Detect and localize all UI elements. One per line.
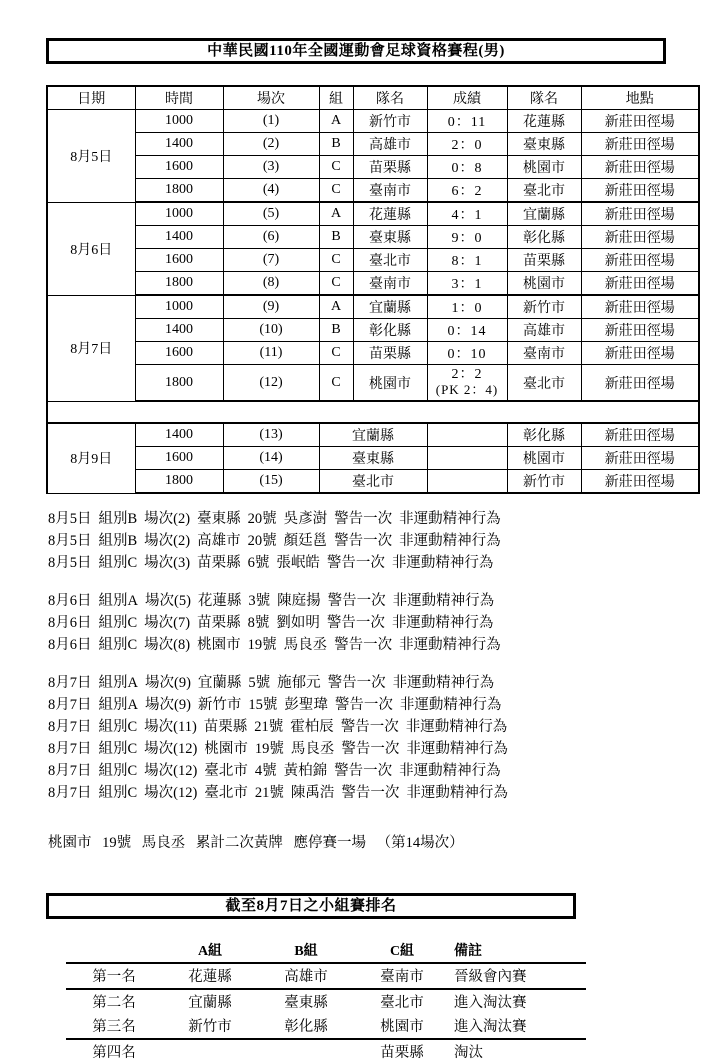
schedule-row [47,272,699,296]
schedule-team2-cell: 新竹市 [507,295,581,319]
schedule-score-cell: 0：8 [427,156,507,179]
schedule-team2-cell: 高雄市 [507,319,581,342]
note-player-number: 15號 [248,697,278,713]
standings-group-c-cell: 桃園市 [354,1014,450,1039]
note-player-name: 顏廷邕 [283,533,328,549]
standings-row [66,1039,586,1064]
note-date: 8月7日 [48,785,92,801]
note-group-label: 組別C [98,741,138,757]
note-player-name: 陳庭揚 [277,593,321,609]
schedule-venue-cell: 新莊田徑場 [581,447,699,470]
standings-rank-cell: 第三名 [66,1014,162,1039]
note-match-no: 場次(12) [144,785,198,801]
schedule-score-cell: 1：0 [427,295,507,319]
header-match-no: 場次 [223,86,319,110]
note-player-name: 劉如明 [276,615,320,631]
note-player-name: 霍柏辰 [290,719,334,735]
discipline-note-line [48,508,668,530]
standings-group-b-cell [258,1039,354,1064]
standings-remark-cell: 淘汰 [454,1045,483,1061]
schedule-venue-cell: 新莊田徑場 [581,110,699,133]
schedule-team2-cell: 彰化縣 [507,226,581,249]
note-player-number: 5號 [248,675,271,691]
note-team: 桃園市 [204,741,248,757]
standings-table [66,938,586,1064]
schedule-time-cell: 1600 [135,249,223,272]
schedule-date-cell: 8月9日 [47,423,135,493]
standings-group-c-cell: 臺南市 [354,963,450,989]
note-match-no: 場次(12) [144,763,198,779]
schedule-match-no-cell: (6) [223,226,319,249]
note-sanction: 警告一次 [326,615,385,631]
note-player-name: 黃柏錦 [283,763,328,779]
note-date: 8月7日 [48,675,92,691]
schedule-match-no-cell: (3) [223,156,319,179]
header-time: 時間 [135,86,223,110]
note-team: 花蓮縣 [197,593,242,609]
discipline-note-line [48,760,668,782]
schedule-team1-cell: 新竹市 [353,110,427,133]
standings-group-c-cell: 臺北市 [380,995,424,1011]
schedule-date-cell: 8月7日 [47,295,135,401]
schedule-match-no-cell: (5) [223,202,319,226]
discipline-note-line [48,672,668,694]
note-match-no: 場次(3) [144,555,191,571]
note-player-number: 6號 [247,555,270,571]
schedule-venue-cell: 新莊田徑場 [581,202,699,226]
note-sanction: 警告一次 [334,697,393,713]
schedule-score-penalty: (PK 2：4) [435,382,499,398]
schedule-group-cell: C [319,342,353,365]
note-match-no: 場次(7) [144,615,191,631]
schedule-match-no-cell: (10) [223,319,319,342]
schedule-row [47,295,699,319]
discipline-note-line [48,634,668,656]
discipline-note-group [48,672,668,804]
schedule-score-cell [427,423,507,447]
standings-remark-cell: 晉級會內賽 [450,963,586,989]
schedule-venue-cell: 新莊田徑場 [581,470,699,494]
suspension-detail: 累計二次黃牌 [195,835,283,851]
note-group-label: 組別A [98,593,138,609]
note-group-label: 組別C [98,719,138,735]
discipline-note-line [48,590,668,612]
standings-group-a-cell: 新竹市 [162,1014,258,1039]
note-match-no: 場次(12) [144,741,198,757]
note-date: 8月7日 [48,741,92,757]
note-group-label: 組別B [98,533,138,549]
standings-rank-cell: 第四名 [92,1045,136,1061]
schedule-score-cell [427,470,507,494]
discipline-note-line [48,530,668,552]
header-score: 成績 [427,86,507,110]
schedule-match-no-cell: (11) [223,342,319,365]
schedule-team1-cell: 臺南市 [353,179,427,203]
standings-header-group-c: C組 [354,938,450,963]
schedule-group-cell: B [319,226,353,249]
note-player-name: 馬良丞 [283,637,328,653]
note-sanction: 警告一次 [327,593,386,609]
schedule-group-cell: A [319,202,353,226]
schedule-date-cell: 8月5日 [47,110,135,203]
schedule-time-cell: 1800 [135,365,223,402]
schedule-time-cell: 1000 [135,202,223,226]
discipline-note-group [48,508,668,574]
note-date: 8月6日 [48,637,92,653]
note-sanction: 警告一次 [340,719,399,735]
note-player-number: 20號 [247,533,277,549]
schedule-time-cell: 1400 [135,423,223,447]
note-player-number: 20號 [247,511,277,527]
discipline-note-line [48,694,668,716]
schedule-group-cell: C [319,365,353,402]
schedule-date-cell: 8月6日 [47,202,135,295]
note-team: 臺東縣 [197,511,241,527]
header-team2: 隊名 [507,86,581,110]
schedule-team1-cell: 苗栗縣 [353,342,427,365]
note-sanction: 警告一次 [326,555,385,571]
schedule-team1-cell: 臺北市 [353,249,427,272]
schedule-group-cell: C [319,179,353,203]
note-player-name: 張岷皓 [276,555,320,571]
suspension-player: 馬良丞 [141,835,186,851]
schedule-time-cell: 1800 [135,470,223,494]
schedule-venue-cell: 新莊田徑場 [581,319,699,342]
standings-header-rank [66,938,162,963]
schedule-group-cell: A [319,110,353,133]
note-sanction: 警告一次 [327,675,386,691]
schedule-row [47,319,699,342]
note-team: 臺北市 [204,785,248,801]
note-team: 高雄市 [197,533,241,549]
suspension-match-ref: （第14場次） [376,835,464,851]
note-player-number: 4號 [254,763,277,779]
note-sanction: 警告一次 [334,511,393,527]
note-reason: 非運動精神行為 [392,675,495,691]
schedule-score-cell: 0：11 [427,110,507,133]
note-reason: 非運動精神行為 [399,511,501,527]
standings-header-remark: 備註 [450,938,586,963]
schedule-row [47,342,699,365]
schedule-venue-cell: 新莊田徑場 [581,156,699,179]
standings-group-a-cell [162,1039,258,1064]
schedule-header-row [47,86,699,110]
schedule-match-no-cell: (9) [223,295,319,319]
note-player-number: 21號 [254,719,284,735]
note-reason: 非運動精神行為 [392,593,495,609]
schedule-time-cell: 1600 [135,447,223,470]
suspension-note [48,832,471,854]
note-group-label: 組別B [98,511,138,527]
note-player-number: 3號 [248,593,271,609]
schedule-group-cell: A [319,295,353,319]
note-reason: 非運動精神行為 [399,637,501,653]
note-match-no: 場次(8) [144,637,191,653]
schedule-team2-cell: 臺東縣 [507,133,581,156]
schedule-time-cell: 1000 [135,110,223,133]
note-group-label: 組別C [98,637,138,653]
note-team: 苗栗縣 [203,719,248,735]
schedule-team2-cell: 彰化縣 [507,423,581,447]
schedule-venue-cell: 新莊田徑場 [581,295,699,319]
standings-group-b-cell: 臺東縣 [284,995,328,1011]
schedule-group-cell: C [319,272,353,296]
standings-group-c-cell: 苗栗縣 [380,1045,424,1061]
note-sanction: 警告一次 [334,637,393,653]
schedule-time-cell: 1400 [135,319,223,342]
standings-header-group-a: A組 [162,938,258,963]
schedule-score-cell: 0：10 [427,342,507,365]
note-player-name: 馬良丞 [290,741,335,757]
schedule-team2-cell: 臺北市 [507,365,581,402]
schedule-team1-cell: 苗栗縣 [353,156,427,179]
schedule-team1-cell: 高雄市 [353,133,427,156]
schedule-time-cell: 1600 [135,156,223,179]
suspension-number: 19號 [102,835,132,851]
note-player-number: 8號 [247,615,270,631]
standings-rank-cell: 第二名 [92,995,136,1011]
schedule-team1-cell: 臺北市 [319,470,427,494]
schedule-row [47,133,699,156]
schedule-row [47,365,699,402]
note-sanction: 警告一次 [341,785,400,801]
standings-group-b-cell: 高雄市 [258,963,354,989]
note-reason: 非運動精神行為 [399,697,502,713]
schedule-team2-cell: 苗栗縣 [507,249,581,272]
standings-title-banner [46,893,576,919]
schedule-venue-cell: 新莊田徑場 [581,226,699,249]
suspension-team: 桃園市 [48,835,92,851]
note-team: 新竹市 [197,697,242,713]
header-date: 日期 [47,86,135,110]
note-team: 苗栗縣 [197,615,241,631]
note-date: 8月6日 [48,615,92,631]
note-reason: 非運動精神行為 [399,763,501,779]
schedule-row [47,423,699,447]
note-match-no: 場次(2) [144,533,191,549]
note-reason: 非運動精神行為 [399,533,501,549]
note-player-name: 彭聖瑋 [284,697,328,713]
standings-row [66,1014,586,1039]
schedule-match-no-cell: (12) [223,365,319,402]
note-reason: 非運動精神行為 [406,741,508,757]
note-player-number: 21號 [254,785,284,801]
schedule-row [47,179,699,203]
note-team: 苗栗縣 [197,555,241,571]
schedule-venue-cell: 新莊田徑場 [581,342,699,365]
note-group-label: 組別C [98,555,138,571]
standings-group-a-cell: 宜蘭縣 [188,995,232,1011]
schedule-score-cell: 0：14 [427,319,507,342]
standings-group-a-cell: 花蓮縣 [162,963,258,989]
discipline-note-line [48,782,668,804]
note-date: 8月5日 [48,533,92,549]
note-team: 臺北市 [204,763,248,779]
schedule-row [47,110,699,133]
schedule-team1-cell: 臺南市 [353,272,427,296]
note-date: 8月7日 [48,719,92,735]
schedule-score-cell [427,365,507,402]
note-player-number: 19號 [247,637,277,653]
schedule-spacer-cell [47,401,699,423]
note-date: 8月5日 [48,555,92,571]
note-date: 8月5日 [48,511,92,527]
note-sanction: 警告一次 [341,741,400,757]
header-team1: 隊名 [353,86,427,110]
schedule-score-cell: 6：2 [427,179,507,203]
schedule-row [47,249,699,272]
schedule-match-no-cell: (8) [223,272,319,296]
note-reason: 非運動精神行為 [406,785,508,801]
schedule-score-cell [427,447,507,470]
note-match-no: 場次(11) [144,719,197,735]
schedule-time-cell: 1600 [135,342,223,365]
discipline-note-line [48,716,668,738]
schedule-venue-cell: 新莊田徑場 [581,272,699,296]
schedule-group-cell: C [319,156,353,179]
schedule-match-no-cell: (1) [223,110,319,133]
schedule-time-cell: 1800 [135,179,223,203]
schedule-row [47,202,699,226]
schedule-time-cell: 1800 [135,272,223,296]
standings-row [66,989,586,1014]
schedule-time-cell: 1400 [135,133,223,156]
schedule-match-no-cell: (7) [223,249,319,272]
main-title-text: 中華民國110年全國運動會足球資格賽程(男) [207,43,505,59]
note-player-name: 吳彥澍 [283,511,328,527]
schedule-score-cell: 3：1 [427,272,507,296]
schedule-team1-cell: 花蓮縣 [353,202,427,226]
standings-remark-cell: 進入淘汰賽 [450,1014,586,1039]
note-match-no: 場次(9) [144,675,191,691]
standings-row [66,963,586,989]
note-date: 8月7日 [48,697,92,713]
schedule-venue-cell: 新莊田徑場 [581,423,699,447]
note-date: 8月6日 [48,593,92,609]
discipline-note-line [48,738,668,760]
schedule-team1-cell: 臺東縣 [319,447,427,470]
note-sanction: 警告一次 [334,533,393,549]
standings-title-text: 截至8月7日之小組賽排名 [225,898,397,914]
schedule-score-cell: 4：1 [427,202,507,226]
note-sanction: 警告一次 [334,763,393,779]
schedule-match-no-cell: (2) [223,133,319,156]
note-match-no: 場次(2) [144,511,191,527]
schedule-match-no-cell: (15) [223,470,319,494]
schedule-match-no-cell: (13) [223,423,319,447]
standings-header-group-b: B組 [258,938,354,963]
standings-rank-cell: 第一名 [66,963,162,989]
note-reason: 非運動精神行為 [391,615,494,631]
schedule-score-main: 2：2 [451,367,483,382]
note-reason: 非運動精神行為 [405,719,508,735]
schedule-table [46,85,700,494]
schedule-venue-cell: 新莊田徑場 [581,365,699,402]
schedule-team2-cell: 桃園市 [507,156,581,179]
main-title-banner [46,38,666,64]
schedule-row [47,470,699,494]
schedule-group-cell: B [319,133,353,156]
schedule-score-cell: 8：1 [427,249,507,272]
schedule-match-no-cell: (4) [223,179,319,203]
schedule-team2-cell: 花蓮縣 [507,110,581,133]
note-group-label: 組別A [98,697,138,713]
schedule-venue-cell: 新莊田徑場 [581,179,699,203]
schedule-row [47,447,699,470]
schedule-time-cell: 1000 [135,295,223,319]
standings-group-b-cell: 彰化縣 [258,1014,354,1039]
standings-header-row [66,938,586,963]
schedule-team2-cell: 臺北市 [507,179,581,203]
schedule-team1-cell: 宜蘭縣 [353,295,427,319]
note-group-label: 組別C [98,785,138,801]
schedule-score-cell: 2：0 [427,133,507,156]
schedule-venue-cell: 新莊田徑場 [581,249,699,272]
schedule-team2-cell: 桃園市 [507,447,581,470]
schedule-team2-cell: 新竹市 [507,470,581,494]
schedule-team2-cell: 宜蘭縣 [507,202,581,226]
schedule-spacer-row [47,401,699,423]
note-match-no: 場次(5) [144,593,191,609]
note-reason: 非運動精神行為 [391,555,494,571]
suspension-penalty: 應停賽一場 [293,835,366,851]
note-date: 8月7日 [48,763,92,779]
schedule-team1-cell: 彰化縣 [353,319,427,342]
schedule-team2-cell: 臺南市 [507,342,581,365]
schedule-time-cell: 1400 [135,226,223,249]
discipline-notes-block [48,508,668,820]
schedule-group-cell: C [319,249,353,272]
note-player-number: 19號 [254,741,284,757]
schedule-team2-cell: 桃園市 [507,272,581,296]
note-team: 宜蘭縣 [197,675,242,691]
schedule-row [47,226,699,249]
note-group-label: 組別C [98,615,138,631]
schedule-match-no-cell: (14) [223,447,319,470]
header-venue: 地點 [581,86,699,110]
discipline-note-line [48,612,668,634]
standings-remark-cell: 進入淘汰賽 [454,995,527,1011]
note-match-no: 場次(9) [144,697,191,713]
discipline-note-line [48,552,668,574]
note-player-name: 施郁元 [277,675,321,691]
note-player-name: 陳禹浩 [290,785,335,801]
discipline-note-group [48,590,668,656]
schedule-venue-cell: 新莊田徑場 [581,133,699,156]
note-group-label: 組別C [98,763,138,779]
schedule-team1-cell: 宜蘭縣 [319,423,427,447]
schedule-group-cell: B [319,319,353,342]
header-group: 組 [319,86,353,110]
note-team: 桃園市 [197,637,241,653]
schedule-team1-cell: 桃園市 [353,365,427,402]
schedule-row [47,156,699,179]
schedule-team1-cell: 臺東縣 [353,226,427,249]
note-group-label: 組別A [98,675,138,691]
schedule-score-cell: 9：0 [427,226,507,249]
